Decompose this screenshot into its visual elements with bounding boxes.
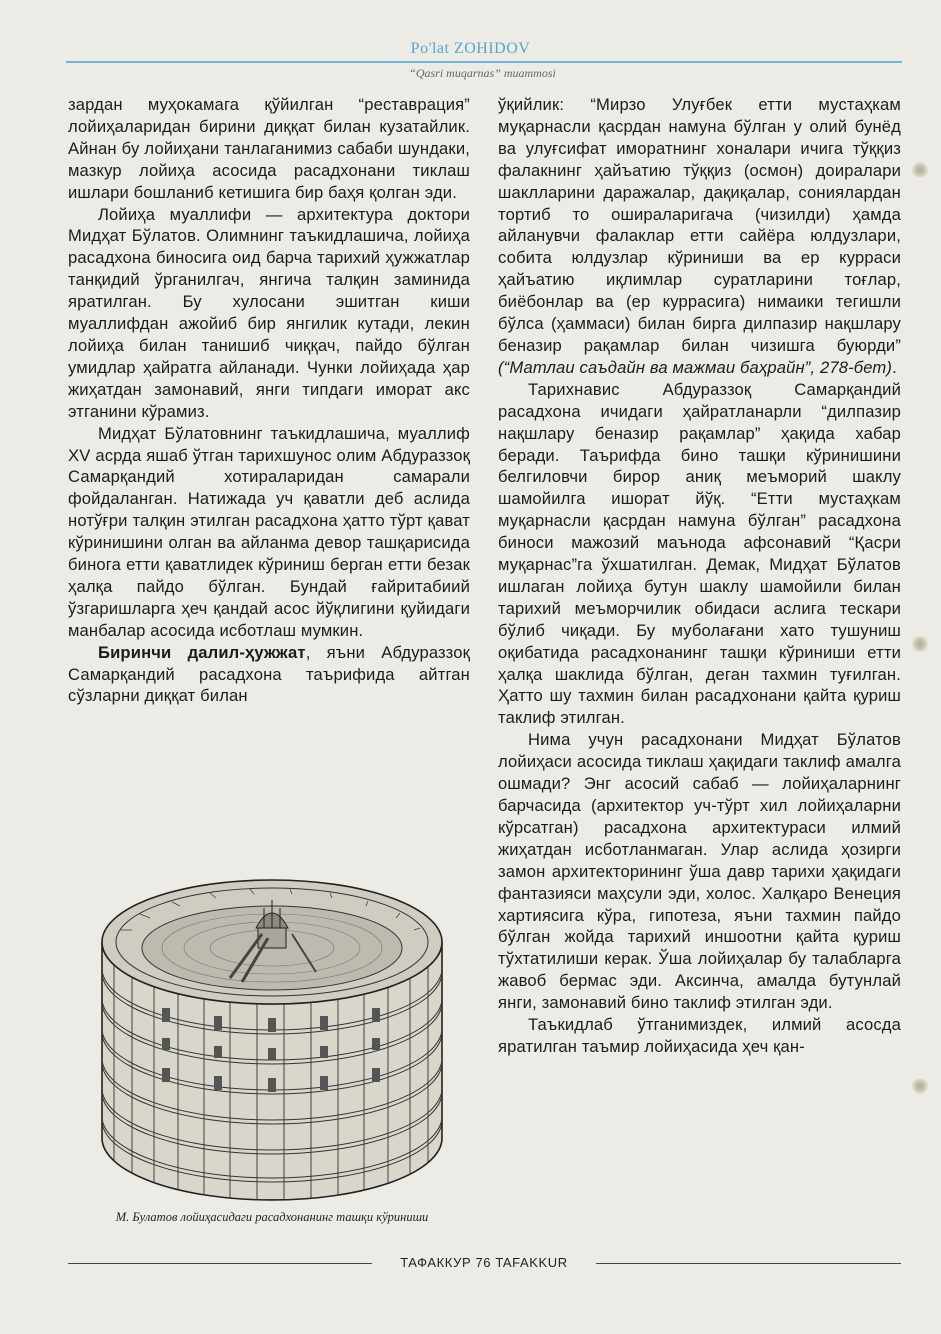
paragraph-end: . [892,357,897,377]
left-column [68,94,470,707]
header-rule [66,61,902,63]
observatory-drawing [80,838,464,1206]
binding-hole [912,636,928,652]
binding-hole [912,162,928,178]
right-column [498,94,901,1058]
bold-lead: Биринчи далил-ҳужжат [98,642,306,662]
figure-caption: М. Булатов лойиҳасидаги расадхонанинг ташқи кўриниши [115,1210,429,1224]
binding-hole [912,1078,928,1094]
paragraph: Мидҳат Бўлатовнинг таъкидлашича, муаллиф XV асрда яшаб ўтган тарихшунос олим Абдураззоқ Самарқандий хотираларидан самарали фойдаланган. Натижада уч қаватли деб аслида нотўғри талқин этилган расадхона ҳатто тўрт қават кўринишини олган ва айланма девор ташқарисида бинога етти қаватлидек кўриниш берган етти безак ҳалқа пайдо бўлган. Бундай ғайритабиий ўзгаришларга ҳеч қандай асос йўқлигини қуйидаги манбалар асосида исботлаш мумкин. [68,423,470,640]
paragraph-text: ўқийлик: “Мирзо Улуғбек етти мустаҳкам муқарнасли қасрдан намуна бўлган у олий бунёд ва улуғсифат иморатнинг хоналари ичига тўққиз фалакнинг ҳайъатию тўққиз (осмон) доиралари шаклларини даражалар, дақиқалар, сониялардан тортиб то ошираларигача (чизилди) ҳамда айланувчи фалаклар етти сайёра юлдузлари, собита юлдузлар кўриниши ва ер курраси ҳайъатию иқлимлар суратларини тоғлар, биёбонлар ва (ер куррасига) нимаики тегишли бўлса (ҳаммаси) билан бирга дилпазир нақшлару беназир рақамлар билан чизишга буюрди” [498,95,901,355]
footer-rule-right [596,1263,901,1264]
paragraph [68,642,470,708]
paragraph: Нима учун расадхонани Мидҳат Бўлатов лойиҳаси асосида тиклаш ҳақидаги таклиф амалга ошмади? Энг асосий сабаб — лойиҳаларнинг барчасида (архитектор уч-тўрт хил лойиҳаларни кўрсатган) расадхона архитектураси илмий жиҳатдан исботланмаган. Улар аслида ҳозирги замон архитекторининг ўша давр тарихи ҳақидаги фантазияси маҳсули эди, холос. Халқаро Венеция хартиясига кўра, гипотеза, яъни тахмин пайдо бўлган жойда тарихий иншоотни қайта қуриш тўхтатилиши керак. Ўша лойиҳалар бу талабларга жавоб бермас эди. Аксинча, амалда бутунлай янги, замонавий бино таклиф этилган эди. [498,730,901,1013]
running-header-author: Po'lat ZOHIDOV [410,40,531,57]
paragraph: Тарихнавис Абдураззоқ Самарқандий расадхона ичидаги ҳайратланарли “дилпазир нақшлару беназир рақамлар” ҳақида хабар беради. Таърифда бино ташқи кўринишини белгиловчи бирор аниқ меъморий шаклу шамойилга ишорат йўқ. “Етти мустаҳкам муқарнасли қасрдан намуна бўлган” расадхона биноси мажозий маънода афсонавий “Қасри муқарнас”га ўхшатилган. Демак, Мидҳат Бўлатов ишлаган лойиҳа бутун шаклу шамойили билан тарихий меъморчилик обидаси аслига тескари бўлиб чиқади. Бу муболағани хато тушуниш оқибатида расадхонанинг ташқи кўриниши етти ҳалқа шаклида бўлган, деган тахмин туғилган. Ҳатто шу тахмин билан расадхонани қайта қуриш таклиф этилган. [498,379,901,728]
paragraph-text: , яъни Абдураззоқ Самарқандий расадхона таърифида айтган сўзларни диққат билан [68,642,470,706]
paragraph: Лойиҳа муаллифи — архитектура доктори Мидҳат Бўлатов. Олимнинг таъкидлашича, лойиҳа расадхона биносига оид барча тарихий ҳужжатлар танқидий ўрганилгач, янгича талқин заминида яратилган. Бу хулосани эшитган киши муаллифдан ажойиб бир янгилик кутади, лекин лойиҳа билан танишиб чиққач, пайдо бўлган умидлар ҳайратга айланади. Чунки лойиҳада ҳар жиҳатдан замонавий, янги типдаги иморат акс этганини кўрамиз. [68,204,470,421]
paragraph [498,94,901,379]
running-header-subtitle: “Qasri muqarnas” muammosi [409,66,556,80]
footer-page-label: ТАФАККУР 76 TAFAKKUR [400,1255,568,1270]
citation: (“Матлаи саъдайн ва мажмаи баҳрайн”, 278-бет) [498,357,893,377]
footer-rule-left [68,1263,372,1264]
observatory-illustration [80,838,464,1206]
paragraph: зардан муҳокамага қўйилган “реставрация” лойиҳаларидан бирини диққат билан кузатайлик. Айнан бу лойиҳани танлаганимиз сабаби шундаки, мазкур лойиҳа асосида расадхонани тиклаш ишлари бошланиб кетишига бир баҳя қолган эди. [68,95,470,202]
paragraph: Таъкидлаб ўтганимиздек, илмий асосда яратилган таъмир лойиҳасида ҳеч қан- [498,1015,901,1056]
